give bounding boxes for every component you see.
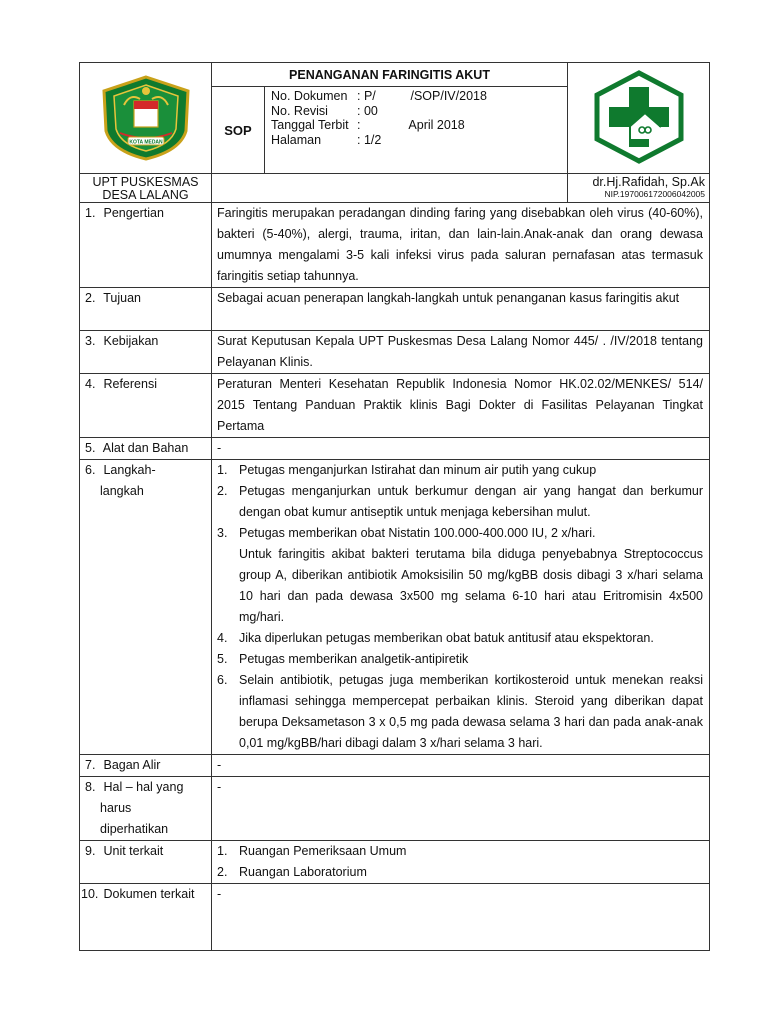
- sop-document: [79, 62, 709, 951]
- section-title: Referensi: [103, 377, 157, 391]
- list-item: [217, 481, 703, 523]
- unit-blank-cell: [212, 174, 568, 203]
- section-row: [80, 460, 710, 755]
- right-logo-cell: [568, 63, 710, 174]
- unit-line-2: DESA LALANG: [102, 188, 189, 202]
- list-item: [217, 841, 703, 862]
- section-number: 10.: [81, 887, 99, 901]
- unit-number: 2.: [217, 865, 228, 879]
- section-title-cont: diperhatikan: [100, 822, 169, 836]
- step-number: 2.: [217, 484, 228, 498]
- section-number: 3.: [85, 334, 96, 348]
- svg-text:KOTA MEDAN: KOTA MEDAN: [128, 139, 163, 145]
- list-item: [217, 862, 703, 883]
- sop-label: SOP: [212, 87, 265, 173]
- meta-value: : 00: [357, 103, 378, 118]
- puskesmas-logo-icon: [591, 69, 687, 165]
- step-text: Petugas memberikan obat Nistatin 100.000-400.000 IU, 2 x/hari.: [239, 526, 596, 540]
- section-text: -: [212, 884, 710, 951]
- section-number: 2.: [85, 291, 96, 305]
- section-label: [80, 777, 212, 841]
- section-label: [80, 884, 212, 951]
- section-label: [80, 841, 212, 884]
- steps-list: [217, 460, 703, 754]
- section-row: [80, 438, 710, 460]
- section-text: -: [212, 438, 710, 460]
- steps-cell: [212, 460, 710, 755]
- section-row: [80, 755, 710, 777]
- section-label: [80, 374, 212, 438]
- list-item: [217, 544, 703, 628]
- meta-value: : P/ /SOP/IV/2018: [357, 89, 487, 103]
- section-title: Bagan Alir: [103, 758, 161, 772]
- section-text: -: [212, 777, 710, 841]
- section-number: 5.: [85, 441, 96, 455]
- meta-block: [212, 87, 567, 173]
- section-title: Langkah-: [103, 463, 156, 477]
- section-number: 1.: [85, 206, 96, 220]
- section-row: [80, 288, 710, 331]
- step-number: 5.: [217, 652, 228, 666]
- unit-list: [217, 841, 703, 883]
- meta-key: Tanggal Terbit: [271, 118, 349, 132]
- section-text: Peraturan Menteri Kesehatan Republik Indonesia Nomor HK.02.02/MENKES/ 514/ 2015 Tentang Panduan Praktik klinis Bagi Dokter di Fasilitas Pelayanan Tingkat Pertama: [212, 374, 710, 438]
- section-number: 9.: [85, 844, 96, 858]
- meta-key: No. Revisi: [271, 103, 328, 118]
- section-number: 7.: [85, 758, 96, 772]
- unit-list-cell: [212, 841, 710, 884]
- section-title: Alat dan Bahan: [102, 441, 189, 455]
- section-text: Faringitis merupakan peradangan dinding faring yang disebabkan oleh virus (40-60%), bakteri (5-40%), alergi, trauma, iritan, dan lain-lain.Anak-anak dan orang dewasa umumnya mengalami 3-5 kali infeksi virus pada saluran pernafasan atas termasuk faringitis setiap tahunnya.: [212, 203, 710, 288]
- section-title: Kebijakan: [103, 334, 159, 348]
- section-text: Sebagai acuan penerapan langkah-langkah untuk penanganan kasus faringitis akut: [212, 288, 710, 331]
- section-title: Pengertian: [103, 206, 164, 220]
- step-number: 1.: [217, 463, 228, 477]
- section-number: 4.: [85, 377, 96, 391]
- section-label: [80, 460, 212, 755]
- section-row: [80, 331, 710, 374]
- signer-nip: NIP.197006172006042005: [604, 189, 705, 199]
- section-title-cont: langkah: [100, 484, 144, 498]
- meta-key: Halaman: [271, 132, 322, 147]
- unit-cell: [80, 174, 212, 203]
- step-text: Petugas memberikan analgetik-antipiretik: [239, 652, 469, 666]
- sop-table: [79, 62, 710, 951]
- signer-name: dr.Hj.Rafidah, Sp.Ak: [592, 175, 705, 189]
- section-label: [80, 755, 212, 777]
- step-number: 6.: [217, 673, 228, 687]
- section-text: Surat Keputusan Kepala UPT Puskesmas Desa Lalang Nomor 445/ . /IV/2018 tentang Pelayanan Klinis.: [212, 331, 710, 374]
- section-title: Dokumen terkait: [103, 887, 195, 901]
- section-title: Unit terkait: [103, 844, 164, 858]
- title-meta-cell: [212, 63, 568, 174]
- step-text: Jika diperlukan petugas memberikan obat batuk antitusif atau ekspektoran.: [239, 631, 654, 645]
- step-text: Selain antibiotik, petugas juga memberikan kortikosteroid untuk menekan reaksi inflamasi sehingga mempercepat perbaikan klinis. Steroid yang diberikan dapat berupa Deksametason 3 x 0,5 mg pada dewasa selama 3 hari dan pada anak-anak 0,01 mg/kgBB/hari dibagi dalam 3 x/hari selama 3 hari.: [239, 673, 703, 750]
- meta-list: [265, 87, 493, 173]
- section-text: -: [212, 755, 710, 777]
- section-row: [80, 203, 710, 288]
- section-label: [80, 438, 212, 460]
- section-label: [80, 331, 212, 374]
- unit-line-1: UPT PUSKESMAS: [92, 175, 199, 189]
- city-emblem-icon: [90, 71, 202, 163]
- meta-key: No. Dokumen: [271, 89, 348, 103]
- unit-text: Ruangan Pemeriksaan Umum: [239, 844, 407, 858]
- section-row: [80, 777, 710, 841]
- section-number: 8.: [85, 780, 96, 794]
- step-3-extra: Untuk faringitis akibat bakteri terutama bila diduga penyebabnya Streptococcus group A, diberikan antibiotik Amoksisilin 50 mg/kgBB dosis dibagi 3 x/hari selama 10 hari dan pada dewasa 3x500 mg selama 6-10 hari atau Eritromisin 4x500 mg/hari.: [239, 547, 703, 624]
- step-number: 4.: [217, 631, 228, 645]
- section-title: Tujuan: [103, 291, 142, 305]
- section-label: [80, 203, 212, 288]
- section-row: [80, 374, 710, 438]
- list-item: [217, 628, 703, 649]
- list-item: [217, 670, 703, 754]
- step-text: Petugas menganjurkan Istirahat dan minum air putih yang cukup: [239, 463, 597, 477]
- list-item: [217, 523, 703, 544]
- section-label: [80, 288, 212, 331]
- meta-row: [271, 133, 487, 148]
- step-text: Petugas menganjurkan untuk berkumur dengan air yang hangat dan berkumur dengan obat kumur antiseptik untuk menjaga kebersihan mulut.: [239, 484, 703, 519]
- document-title: PENANGANAN FARINGITIS AKUT: [212, 63, 567, 87]
- unit-text: Ruangan Laboratorium: [239, 865, 367, 879]
- step-number: 3.: [217, 526, 228, 540]
- section-title: Hal – hal yang: [103, 780, 184, 794]
- unit-number: 1.: [217, 844, 228, 858]
- left-logo-cell: [80, 63, 212, 174]
- section-row: [80, 841, 710, 884]
- section-row: [80, 884, 710, 951]
- meta-value: : 1/2: [357, 132, 382, 147]
- meta-row: [271, 89, 487, 104]
- list-item: [217, 649, 703, 670]
- section-number: 6.: [85, 463, 96, 477]
- header-row: [80, 63, 710, 174]
- section-title-cont: harus: [100, 801, 132, 815]
- meta-row: [271, 118, 487, 133]
- meta-value: : April 2018: [357, 118, 465, 132]
- unit-row: [80, 174, 710, 203]
- meta-row: [271, 104, 487, 119]
- list-item: [217, 460, 703, 481]
- signer-cell: [568, 174, 710, 203]
